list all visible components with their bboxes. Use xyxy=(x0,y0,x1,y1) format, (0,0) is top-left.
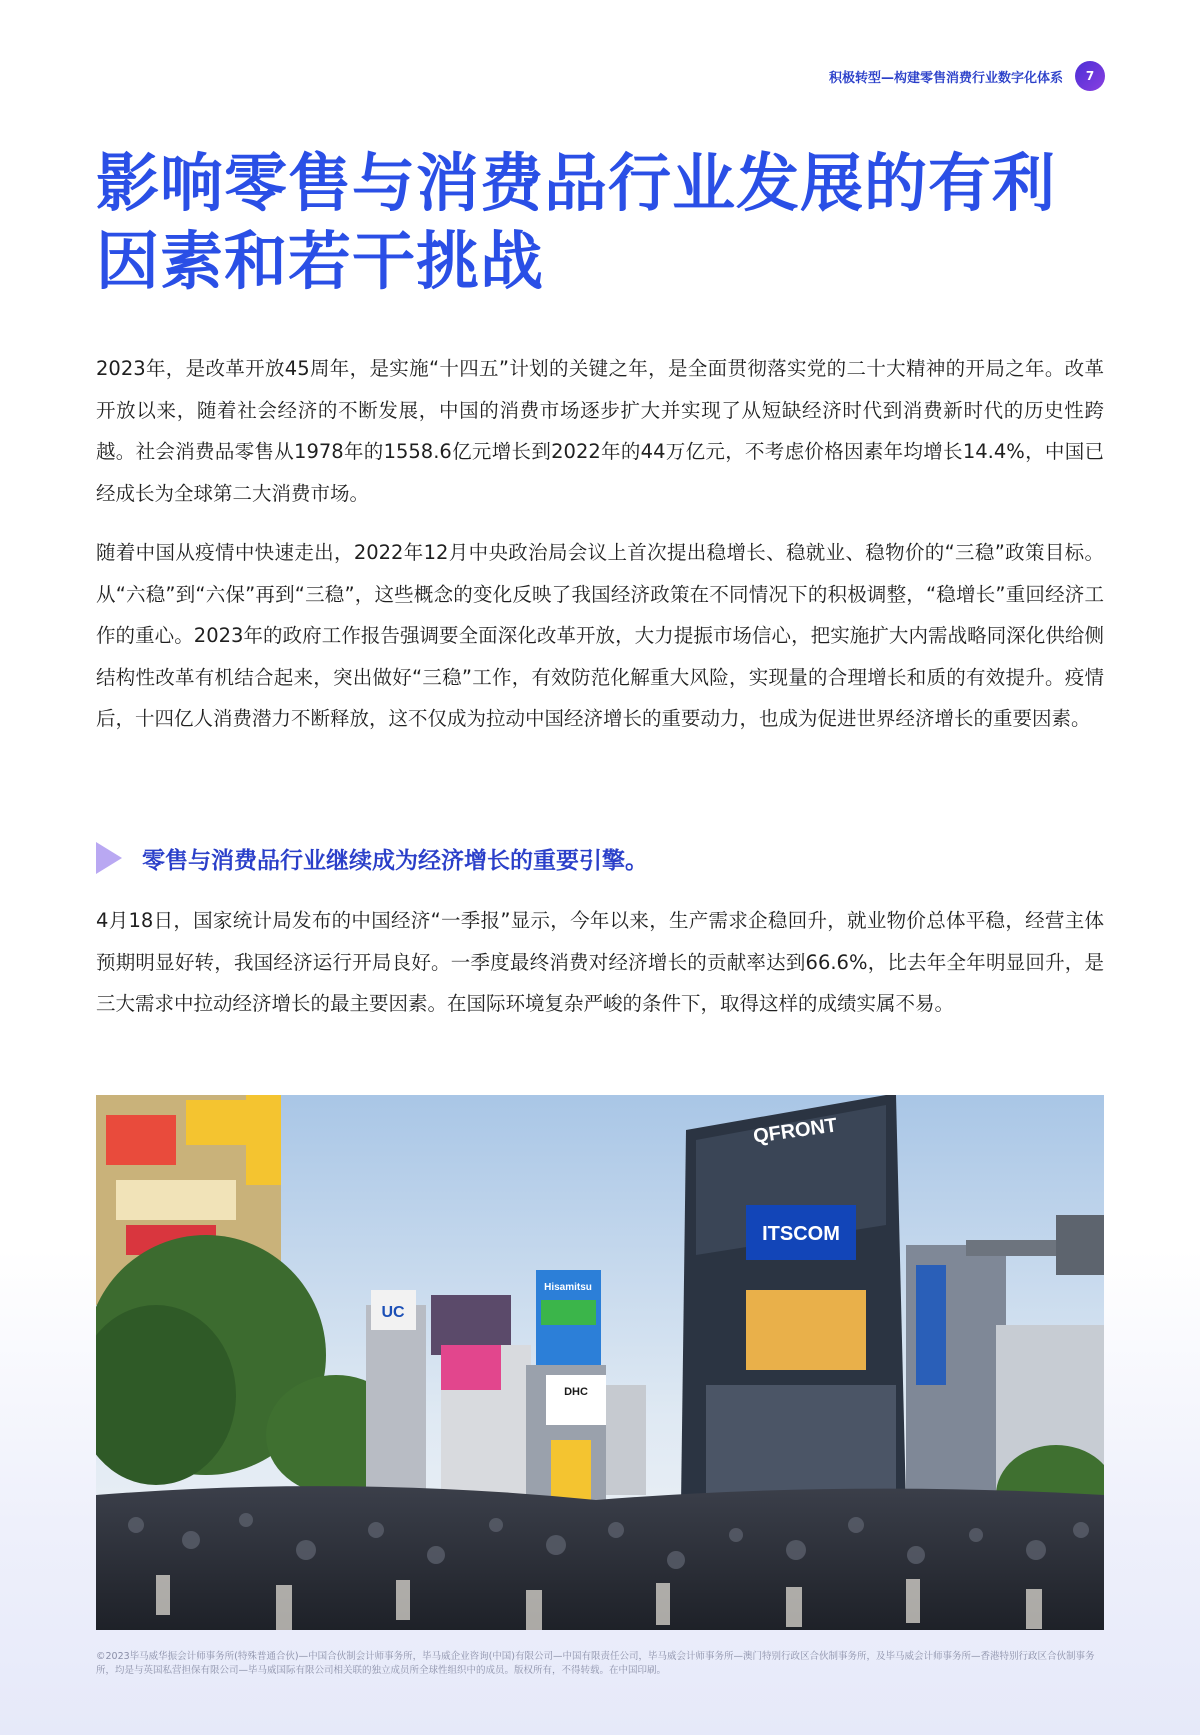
sign-uc: UC xyxy=(381,1304,405,1321)
copyright-footer: ©2023毕马威华振会计师事务所(特殊普通合伙)—中国合伙制会计师事务所，毕马威企业咨询(中国)有限公司—中国有限责任公司，毕马威会计师事务所—澳门特别行政区合伙制事务所，及毕马威会计师事务所—香港特别行政区合伙制事务所，均是与英国私营担保有限公司—毕马威国际有限公司相关联的独立成员所全球性组织中的成员。版权所有，不得转载。在中国印刷。 xyxy=(96,1651,1095,1676)
led-screen xyxy=(746,1290,866,1370)
sign-dhc: DHC xyxy=(564,1386,588,1398)
header-title: 积极转型—构建零售消费行业数字化体系 xyxy=(828,70,1063,86)
photo-illustration xyxy=(96,1095,1104,1630)
page-header xyxy=(829,60,1105,92)
sign-red xyxy=(106,1115,176,1165)
paragraph-3: 4月18日，国家统计局发布的中国经济“一季报”显示，今年以来，生产需求企稳回升，就业物价总体平稳，经营主体预期明显好转，我国经济运行开局良好。一季度最终消费对经济增长的贡献率达到66.6%，比去年全年明显回升，是三大需求中拉动经济增长的最主要因素。在国际环境复杂严峻的条件下，取得这样的成绩实属不易。 xyxy=(96,909,1104,1015)
sign-hisamitsu: Hisamitsu xyxy=(544,1282,592,1293)
paragraph-1: 2023年，是改革开放45周年，是实施“十四五”计划的关键之年，是全面贯彻落实党的二十大精神的开局之年。改革开放以来，随着社会经济的不断发展，中国的消费市场逐步扩大并实现了从短缺经济时代到消费新时代的历史性跨越。社会消费品零售从1978年的1558.6亿元增长到2022年的44万亿元，不考虑价格因素年均增长14.4%，中国已经成长为全球第二大消费市场。 xyxy=(96,357,1104,505)
paragraph-2: 随着中国从疫情中快速走出，2022年12月中央政治局会议上首次提出稳增长、稳就业、稳物价的“三稳”政策目标。从“六稳”到“六保”再到“三稳”，这些概念的变化反映了我国经济政策在不同情况下的积极调整，“稳增长”重回经济工作的重心。2023年的政府工作报告强调要全面深化改革开放，大力提振市场信心，把实施扩大内需战略同深化供给侧结构性改革有机结合起来，突出做好“三稳”工作，有效防范化解重大风险，实现量的合理增长和质的有效提升。疫情后，十四亿人消费潜力不断释放，这不仅成为拉动中国经济增长的重要动力，也成为促进世界经济增长的重要因素。 xyxy=(96,541,1104,730)
sign-qfront: QFRONT xyxy=(751,1114,839,1148)
page-number-badge: 7 xyxy=(1075,61,1105,91)
section-subheading xyxy=(96,838,648,878)
shibuya-crossing-photo xyxy=(96,1095,1104,1630)
subheading-text: 零售与消费品行业继续成为经济增长的重要引擎。 xyxy=(142,847,648,874)
page-title: 影响零售与消费品行业发展的有利因素和若干挑战 xyxy=(96,147,1056,298)
sign-itscom: ITSCOM xyxy=(762,1223,840,1245)
triangle-arrow-icon xyxy=(96,842,122,874)
